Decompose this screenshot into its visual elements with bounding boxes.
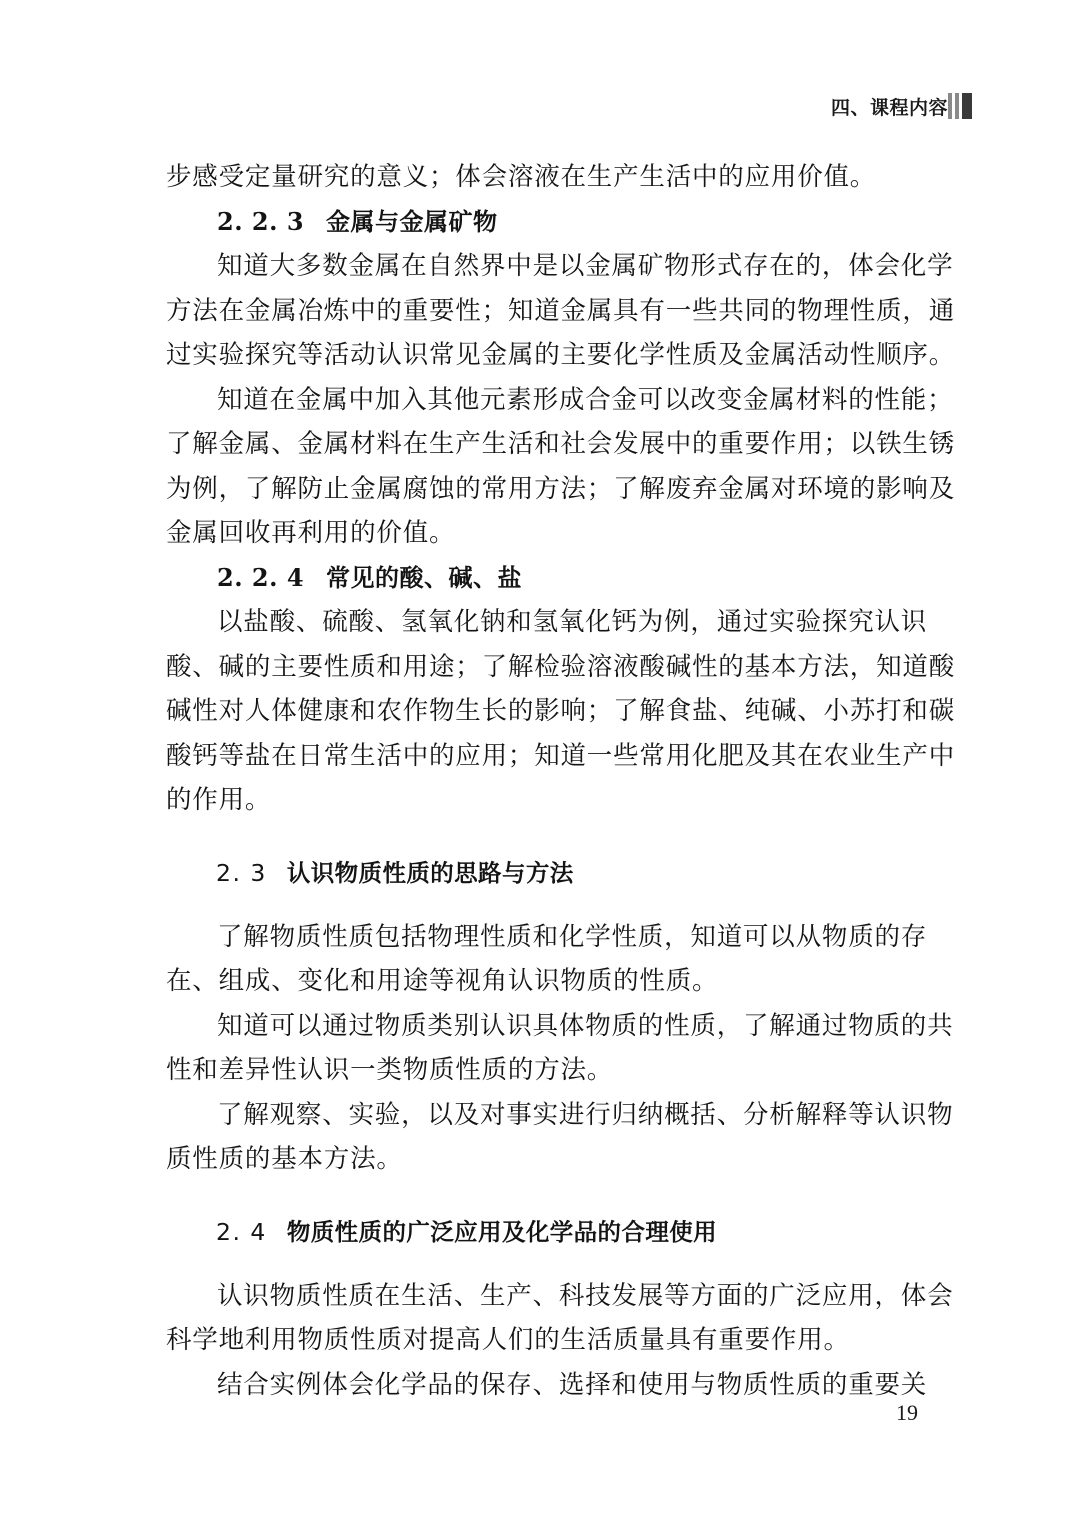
subsection-heading-2-2-3	[166, 200, 924, 245]
text-line: 了解金属、金属材料在生产生活和社会发展中的重要作用；以铁生锈	[166, 429, 956, 459]
text-line: 知道大多数金属在自然界中是以金属矿物形式存在的，体会化学	[217, 251, 954, 281]
text-line: 过实验探究等活动认识常见金属的主要化学性质及金属活动性顺序。	[166, 340, 956, 370]
text-line: 知道在金属中加入其他元素形成合金可以改变金属材料的性能；	[217, 384, 954, 415]
text-line: 认识物质性质在生活、生产、科技发展等方面的广泛应用，体会	[217, 1280, 954, 1311]
heading-title: 常见的酸、碱、盐	[326, 562, 523, 592]
header-bar-ornament	[946, 93, 972, 119]
paragraph-properties-3	[166, 1093, 954, 1182]
paragraph-properties-2	[166, 1004, 954, 1093]
heading-number: 2. 2. 3	[217, 206, 305, 236]
heading-number: 2. 4	[216, 1217, 267, 1246]
page-body	[166, 155, 956, 1407]
text-line: 金属回收再利用的价值。	[166, 518, 456, 548]
running-header	[831, 92, 948, 120]
paragraph-metals-2	[166, 378, 956, 556]
text-line: 了解物质性质包括物理性质和化学性质，知道可以从物质的存	[217, 921, 928, 952]
header-title: 四、课程内容	[830, 96, 948, 119]
paragraph-metals-1	[166, 244, 956, 378]
text-line: 科学地利用物质性质对提高人们的生活质量具有重要作用。	[166, 1325, 850, 1355]
text-line: 了解观察、实验，以及对事实进行归纳概括、分析解释等认识物	[217, 1099, 954, 1130]
paragraph-applications-1	[166, 1274, 954, 1363]
heading-title: 认识物质性质的思路与方法	[286, 858, 574, 887]
text-line: 性和差异性认识一类物质性质的方法。	[166, 1055, 614, 1085]
page-number: 19	[896, 1400, 918, 1425]
text-line: 质性质的基本方法。	[166, 1144, 403, 1174]
section-heading-2-4	[166, 1210, 924, 1254]
paragraph-properties-1	[166, 915, 928, 1004]
heading-title: 物质性质的广泛应用及化学品的合理使用	[286, 1217, 718, 1246]
text-line: 以盐酸、硫酸、氢氧化钠和氢氧化钙为例，通过实验探究认识	[217, 607, 928, 637]
heading-title: 金属与金属矿物	[326, 206, 498, 236]
paragraph-acids-bases	[166, 600, 956, 823]
text-line: 知道可以通过物质类别认识具体物质的性质，了解通过物质的共	[217, 1010, 954, 1041]
paragraph-continuation: 步感受定量研究的意义；体会溶液在生产生活中的应用价值。	[166, 162, 877, 192]
text-line: 酸、碱的主要性质和用途；了解检验溶液酸碱性的基本方法，知道酸	[166, 651, 956, 682]
text-line: 的作用。	[166, 785, 272, 815]
heading-number: 2. 3	[216, 858, 267, 887]
text-line: 碱性对人体健康和农作物生长的影响；了解食盐、纯碱、小苏打和碳	[166, 696, 956, 726]
text-line: 为例，了解防止金属腐蚀的常用方法；了解废弃金属对环境的影响及	[166, 473, 956, 504]
text-line: 结合实例体会化学品的保存、选择和使用与物质性质的重要关	[217, 1369, 928, 1400]
text-line: 酸钙等盐在日常生活中的应用；知道一些常用化肥及其在农业生产中	[166, 740, 956, 771]
paragraph-applications-2	[166, 1363, 928, 1408]
section-heading-2-3	[166, 851, 924, 895]
text-line: 方法在金属冶炼中的重要性；知道金属具有一些共同的物理性质，通	[166, 295, 956, 326]
text-line: 在、组成、变化和用途等视角认识物质的性质。	[166, 966, 719, 996]
heading-number: 2. 2. 4	[217, 562, 305, 592]
subsection-heading-2-2-4	[166, 556, 924, 601]
